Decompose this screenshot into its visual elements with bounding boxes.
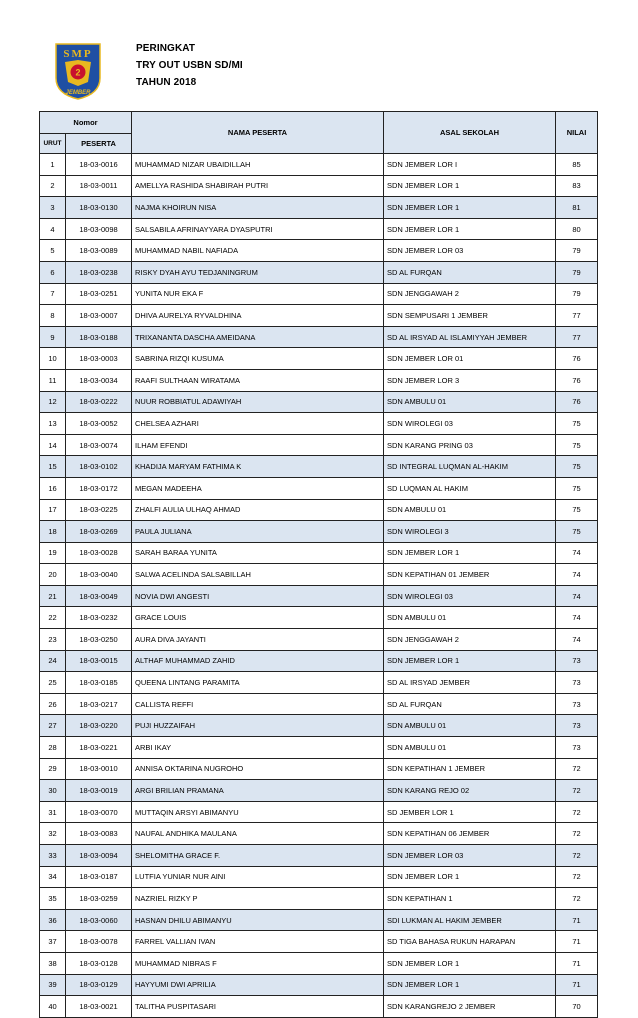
cell-asal-sekolah: SDN KEPATIHAN 1: [384, 888, 556, 910]
cell-nama-peserta: CALLISTA REFFI: [132, 693, 384, 715]
table-row: [40, 758, 598, 780]
cell-nilai: 71: [556, 931, 598, 953]
cell-nama-peserta: DHIVA AURELYA RYVALDHINA: [132, 305, 384, 327]
table-row: [40, 197, 598, 219]
cell-urut: 23: [40, 629, 66, 651]
cell-nama-peserta: SHELOMITHA GRACE F.: [132, 845, 384, 867]
header-nama-peserta: NAMA PESERTA: [132, 112, 384, 154]
table-row: [40, 348, 598, 370]
cell-urut: 28: [40, 737, 66, 759]
document-title: [136, 40, 243, 91]
cell-nama-peserta: ARGI BRILIAN PRAMANA: [132, 780, 384, 802]
cell-urut: 2: [40, 175, 66, 197]
cell-nilai: 71: [556, 952, 598, 974]
cell-nama-peserta: QUEENA LINTANG PARAMITA: [132, 672, 384, 694]
cell-asal-sekolah: SDN KARANGREJO 2 JEMBER: [384, 996, 556, 1018]
cell-peserta: 18-03-0238: [66, 261, 132, 283]
cell-asal-sekolah: SDN AMBULU 01: [384, 499, 556, 521]
cell-nilai: 81: [556, 197, 598, 219]
table-row: [40, 672, 598, 694]
cell-urut: 27: [40, 715, 66, 737]
cell-nama-peserta: PAULA JULIANA: [132, 521, 384, 543]
cell-peserta: 18-03-0015: [66, 650, 132, 672]
cell-peserta: 18-03-0016: [66, 154, 132, 176]
cell-nama-peserta: AURA DIVA JAYANTI: [132, 629, 384, 651]
cell-nilai: 72: [556, 866, 598, 888]
cell-urut: 35: [40, 888, 66, 910]
cell-urut: 36: [40, 909, 66, 931]
title-line-2: TRY OUT USBN SD/MI: [136, 60, 243, 71]
table-row: [40, 218, 598, 240]
table-row: [40, 931, 598, 953]
cell-nama-peserta: RISKY DYAH AYU TEDJANINGRUM: [132, 261, 384, 283]
cell-peserta: 18-03-0094: [66, 845, 132, 867]
cell-nama-peserta: CHELSEA AZHARI: [132, 413, 384, 435]
cell-nilai: 75: [556, 499, 598, 521]
cell-nilai: 71: [556, 974, 598, 996]
cell-asal-sekolah: SDN JEMBER LOR 1: [384, 218, 556, 240]
cell-nama-peserta: SABRINA RIZQI KUSUMA: [132, 348, 384, 370]
cell-peserta: 18-03-0070: [66, 801, 132, 823]
table-row: [40, 542, 598, 564]
cell-nilai: 72: [556, 758, 598, 780]
cell-nilai: 73: [556, 672, 598, 694]
cell-asal-sekolah: SDN JEMBER LOR 1: [384, 197, 556, 219]
cell-nilai: 73: [556, 737, 598, 759]
cell-nilai: 72: [556, 823, 598, 845]
cell-peserta: 18-03-0128: [66, 952, 132, 974]
cell-asal-sekolah: SDN JEMBER LOR 1: [384, 650, 556, 672]
cell-nama-peserta: YUNITA NUR EKA F: [132, 283, 384, 305]
table-row: [40, 607, 598, 629]
logo-text-bottom: JEMBER: [65, 90, 91, 96]
cell-nilai: 80: [556, 218, 598, 240]
ranking-table: [39, 111, 598, 1018]
table-row: [40, 456, 598, 478]
table-row: [40, 261, 598, 283]
cell-peserta: 18-03-0021: [66, 996, 132, 1018]
cell-asal-sekolah: SD AL IRSYAD AL ISLAMIYYAH JEMBER: [384, 326, 556, 348]
cell-nilai: 75: [556, 434, 598, 456]
header-nilai: NILAI: [556, 112, 598, 154]
table-row: [40, 737, 598, 759]
table-row: [40, 996, 598, 1018]
cell-nilai: 72: [556, 780, 598, 802]
cell-nama-peserta: MEGAN MADEEHA: [132, 477, 384, 499]
cell-urut: 1: [40, 154, 66, 176]
cell-asal-sekolah: SDN AMBULU 01: [384, 715, 556, 737]
cell-asal-sekolah: SDN JEMBER LOR 03: [384, 845, 556, 867]
cell-urut: 39: [40, 974, 66, 996]
table-row: [40, 845, 598, 867]
cell-peserta: 18-03-0102: [66, 456, 132, 478]
table-row: [40, 521, 598, 543]
cell-peserta: 18-03-0251: [66, 283, 132, 305]
cell-peserta: 18-03-0232: [66, 607, 132, 629]
cell-asal-sekolah: SDI LUKMAN AL HAKIM JEMBER: [384, 909, 556, 931]
cell-urut: 17: [40, 499, 66, 521]
cell-peserta: 18-03-0259: [66, 888, 132, 910]
cell-nama-peserta: SALSABILA AFRINAYYARA DYASPUTRI: [132, 218, 384, 240]
cell-asal-sekolah: SDN JEMBER LOR 1: [384, 175, 556, 197]
cell-nilai: 75: [556, 521, 598, 543]
cell-urut: 5: [40, 240, 66, 262]
cell-nama-peserta: ZHALFI AULIA ULHAQ AHMAD: [132, 499, 384, 521]
logo-number: 2: [75, 67, 81, 78]
cell-nilai: 72: [556, 888, 598, 910]
cell-nama-peserta: SARAH BARAA YUNITA: [132, 542, 384, 564]
cell-urut: 9: [40, 326, 66, 348]
cell-nama-peserta: HAYYUMI DWI APRILIA: [132, 974, 384, 996]
cell-nama-peserta: MUHAMMAD NIBRAS F: [132, 952, 384, 974]
cell-peserta: 18-03-0187: [66, 866, 132, 888]
cell-nama-peserta: MUHAMMAD NABIL NAFIADA: [132, 240, 384, 262]
cell-urut: 38: [40, 952, 66, 974]
cell-nilai: 74: [556, 585, 598, 607]
cell-asal-sekolah: SDN JEMBER LOR 1: [384, 542, 556, 564]
cell-urut: 4: [40, 218, 66, 240]
table-row: [40, 369, 598, 391]
cell-nilai: 73: [556, 693, 598, 715]
cell-nama-peserta: ALTHAF MUHAMMAD ZAHID: [132, 650, 384, 672]
cell-urut: 33: [40, 845, 66, 867]
table-row: [40, 974, 598, 996]
cell-nama-peserta: NAUFAL ANDHIKA MAULANA: [132, 823, 384, 845]
cell-nama-peserta: AMELLYA RASHIDA SHABIRAH PUTRI: [132, 175, 384, 197]
cell-asal-sekolah: SDN JEMBER LOR 1: [384, 952, 556, 974]
cell-asal-sekolah: SD AL FURQAN: [384, 261, 556, 283]
cell-nama-peserta: NAJMA KHOIRUN NISA: [132, 197, 384, 219]
header-asal-sekolah: ASAL SEKOLAH: [384, 112, 556, 154]
cell-peserta: 18-03-0060: [66, 909, 132, 931]
cell-nilai: 75: [556, 413, 598, 435]
cell-peserta: 18-03-0074: [66, 434, 132, 456]
table-row: [40, 240, 598, 262]
cell-urut: 32: [40, 823, 66, 845]
cell-nilai: 83: [556, 175, 598, 197]
cell-urut: 19: [40, 542, 66, 564]
cell-asal-sekolah: SDN JEMBER LOR 01: [384, 348, 556, 370]
cell-peserta: 18-03-0034: [66, 369, 132, 391]
cell-peserta: 18-03-0098: [66, 218, 132, 240]
cell-urut: 14: [40, 434, 66, 456]
cell-urut: 37: [40, 931, 66, 953]
table-row: [40, 305, 598, 327]
cell-asal-sekolah: SDN KARANG PRING 03: [384, 434, 556, 456]
header-nomor: Nomor: [40, 112, 132, 134]
cell-nama-peserta: ILHAM EFENDI: [132, 434, 384, 456]
cell-urut: 18: [40, 521, 66, 543]
table-row: [40, 585, 598, 607]
cell-peserta: 18-03-0040: [66, 564, 132, 586]
cell-nilai: 73: [556, 715, 598, 737]
cell-asal-sekolah: SDN KEPATIHAN 06 JEMBER: [384, 823, 556, 845]
cell-nama-peserta: PUJI HUZZAIFAH: [132, 715, 384, 737]
cell-urut: 34: [40, 866, 66, 888]
cell-nilai: 75: [556, 477, 598, 499]
cell-peserta: 18-03-0225: [66, 499, 132, 521]
cell-urut: 8: [40, 305, 66, 327]
cell-nama-peserta: RAAFI SULTHAAN WIRATAMA: [132, 369, 384, 391]
table-row: [40, 391, 598, 413]
cell-urut: 13: [40, 413, 66, 435]
cell-nilai: 79: [556, 261, 598, 283]
cell-nilai: 75: [556, 456, 598, 478]
cell-peserta: 18-03-0049: [66, 585, 132, 607]
cell-asal-sekolah: SDN WIROLEGI 03: [384, 413, 556, 435]
cell-asal-sekolah: SDN KARANG REJO 02: [384, 780, 556, 802]
cell-nilai: 70: [556, 996, 598, 1018]
title-line-3: TAHUN 2018: [136, 77, 197, 88]
cell-nilai: 85: [556, 154, 598, 176]
cell-nama-peserta: MUTTAQIN ARSYI ABIMANYU: [132, 801, 384, 823]
cell-nilai: 76: [556, 348, 598, 370]
cell-nilai: 76: [556, 391, 598, 413]
table-row: [40, 175, 598, 197]
cell-nama-peserta: ANNISA OKTARINA NUGROHO: [132, 758, 384, 780]
cell-nilai: 76: [556, 369, 598, 391]
cell-peserta: 18-03-0019: [66, 780, 132, 802]
cell-nama-peserta: LUTFIA YUNIAR NUR AINI: [132, 866, 384, 888]
cell-urut: 6: [40, 261, 66, 283]
cell-asal-sekolah: SDN WIROLEGI 3: [384, 521, 556, 543]
table-row: [40, 564, 598, 586]
cell-asal-sekolah: SD INTEGRAL LUQMAN AL-HAKIM: [384, 456, 556, 478]
cell-asal-sekolah: SDN AMBULU 01: [384, 607, 556, 629]
cell-urut: 20: [40, 564, 66, 586]
cell-urut: 22: [40, 607, 66, 629]
table-row: [40, 952, 598, 974]
cell-peserta: 18-03-0221: [66, 737, 132, 759]
table-row: [40, 715, 598, 737]
cell-urut: 7: [40, 283, 66, 305]
cell-nilai: 74: [556, 564, 598, 586]
cell-peserta: 18-03-0250: [66, 629, 132, 651]
cell-peserta: 18-03-0007: [66, 305, 132, 327]
cell-asal-sekolah: SDN JEMBER LOR 1: [384, 866, 556, 888]
table-row: [40, 326, 598, 348]
cell-peserta: 18-03-0089: [66, 240, 132, 262]
cell-urut: 31: [40, 801, 66, 823]
cell-urut: 12: [40, 391, 66, 413]
cell-asal-sekolah: SDN KEPATIHAN 01 JEMBER: [384, 564, 556, 586]
cell-peserta: 18-03-0130: [66, 197, 132, 219]
table-row: [40, 693, 598, 715]
cell-urut: 11: [40, 369, 66, 391]
cell-asal-sekolah: SDN JENGGAWAH 2: [384, 629, 556, 651]
logo-text-top: SMP: [63, 48, 93, 60]
cell-asal-sekolah: SDN JEMBER LOR 03: [384, 240, 556, 262]
cell-urut: 10: [40, 348, 66, 370]
cell-peserta: 18-03-0028: [66, 542, 132, 564]
table-row: [40, 434, 598, 456]
cell-peserta: 18-03-0010: [66, 758, 132, 780]
table-row: [40, 801, 598, 823]
cell-asal-sekolah: SD LUQMAN AL HAKIM: [384, 477, 556, 499]
ranking-table-body: [40, 154, 598, 1018]
table-row: [40, 283, 598, 305]
cell-urut: 26: [40, 693, 66, 715]
cell-urut: 16: [40, 477, 66, 499]
table-row: [40, 499, 598, 521]
table-row: [40, 888, 598, 910]
cell-asal-sekolah: SD AL FURQAN: [384, 693, 556, 715]
cell-peserta: 18-03-0003: [66, 348, 132, 370]
cell-urut: 29: [40, 758, 66, 780]
cell-asal-sekolah: SDN JEMBER LOR 3: [384, 369, 556, 391]
cell-urut: 25: [40, 672, 66, 694]
table-row: [40, 629, 598, 651]
cell-urut: 21: [40, 585, 66, 607]
cell-peserta: 18-03-0078: [66, 931, 132, 953]
cell-peserta: 18-03-0269: [66, 521, 132, 543]
cell-nama-peserta: ARBI IKAY: [132, 737, 384, 759]
cell-nilai: 72: [556, 801, 598, 823]
cell-nama-peserta: KHADIJA MARYAM FATHIMA K: [132, 456, 384, 478]
table-row: [40, 477, 598, 499]
header-peserta: PESERTA: [66, 134, 132, 154]
cell-nama-peserta: FARREL VALLIAN IVAN: [132, 931, 384, 953]
cell-asal-sekolah: SD TIGA BAHASA RUKUN HARAPAN: [384, 931, 556, 953]
cell-peserta: 18-03-0129: [66, 974, 132, 996]
cell-asal-sekolah: SD AL IRSYAD JEMBER: [384, 672, 556, 694]
cell-nilai: 77: [556, 326, 598, 348]
cell-peserta: 18-03-0220: [66, 715, 132, 737]
cell-urut: 15: [40, 456, 66, 478]
title-line-1: PERINGKAT: [136, 43, 196, 54]
cell-nama-peserta: GRACE LOUIS: [132, 607, 384, 629]
cell-nama-peserta: NOVIA DWI ANGESTI: [132, 585, 384, 607]
cell-asal-sekolah: SD JEMBER LOR 1: [384, 801, 556, 823]
cell-nilai: 73: [556, 650, 598, 672]
table-row: [40, 866, 598, 888]
cell-urut: 30: [40, 780, 66, 802]
table-row: [40, 650, 598, 672]
cell-nilai: 74: [556, 629, 598, 651]
cell-nilai: 79: [556, 283, 598, 305]
cell-nilai: 74: [556, 607, 598, 629]
cell-asal-sekolah: SDN SEMPUSARI 1 JEMBER: [384, 305, 556, 327]
cell-asal-sekolah: SDN KEPATIHAN 1 JEMBER: [384, 758, 556, 780]
table-row: [40, 413, 598, 435]
cell-peserta: 18-03-0172: [66, 477, 132, 499]
table-row: [40, 780, 598, 802]
cell-nilai: 72: [556, 845, 598, 867]
cell-nama-peserta: NAZRIEL RIZKY P: [132, 888, 384, 910]
cell-nama-peserta: SALWA ACELINDA SALSABILLAH: [132, 564, 384, 586]
cell-asal-sekolah: SDN JENGGAWAH 2: [384, 283, 556, 305]
cell-nama-peserta: NUUR ROBBIATUL ADAWIYAH: [132, 391, 384, 413]
cell-asal-sekolah: SDN JEMBER LOR I: [384, 154, 556, 176]
table-row: [40, 154, 598, 176]
cell-nilai: 79: [556, 240, 598, 262]
cell-peserta: 18-03-0083: [66, 823, 132, 845]
cell-asal-sekolah: SDN JEMBER LOR 1: [384, 974, 556, 996]
cell-urut: 3: [40, 197, 66, 219]
cell-asal-sekolah: SDN AMBULU 01: [384, 737, 556, 759]
cell-peserta: 18-03-0011: [66, 175, 132, 197]
cell-urut: 40: [40, 996, 66, 1018]
cell-nilai: 74: [556, 542, 598, 564]
cell-peserta: 18-03-0052: [66, 413, 132, 435]
table-row: [40, 909, 598, 931]
cell-urut: 24: [40, 650, 66, 672]
cell-nama-peserta: TALITHA PUSPITASARI: [132, 996, 384, 1018]
cell-nama-peserta: TRIXANANTA DASCHA AMEIDANA: [132, 326, 384, 348]
cell-peserta: 18-03-0188: [66, 326, 132, 348]
school-emblem-icon: [53, 42, 103, 100]
table-row: [40, 823, 598, 845]
cell-nilai: 77: [556, 305, 598, 327]
cell-peserta: 18-03-0217: [66, 693, 132, 715]
cell-asal-sekolah: SDN AMBULU 01: [384, 391, 556, 413]
cell-nama-peserta: HASNAN DHILU ABIMANYU: [132, 909, 384, 931]
cell-asal-sekolah: SDN WIROLEGI 03: [384, 585, 556, 607]
cell-nama-peserta: MUHAMMAD NIZAR UBAIDILLAH: [132, 154, 384, 176]
cell-nilai: 71: [556, 909, 598, 931]
cell-peserta: 18-03-0222: [66, 391, 132, 413]
header-urut: URUT: [40, 134, 66, 154]
cell-peserta: 18-03-0185: [66, 672, 132, 694]
